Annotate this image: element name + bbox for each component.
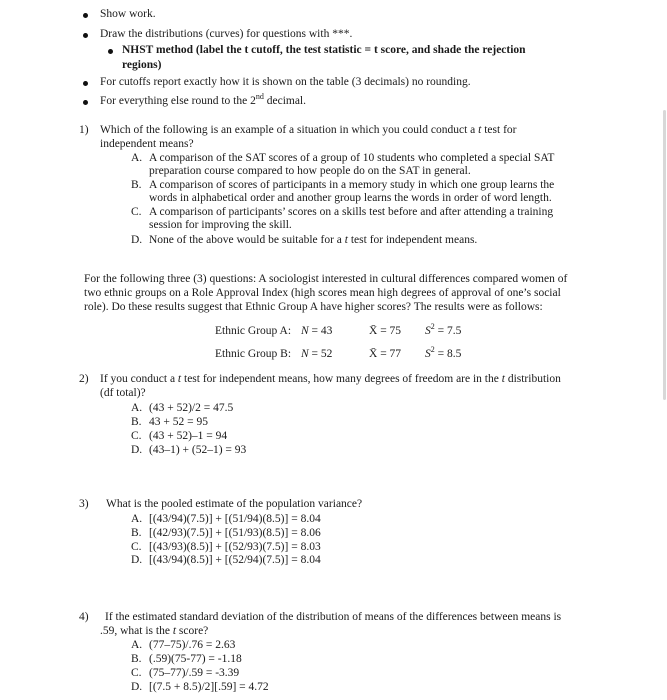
option-text: [(43/93)(8.5)] + [(52/93)(7.5)] = 8.03 [149, 541, 321, 553]
option-text: A comparison of scores of participants in a memory study in which one group learns the [149, 179, 555, 191]
option-text-line2: session for improving the skill. [149, 219, 292, 231]
option-letter: B. [131, 653, 142, 665]
option-letter: B. [131, 416, 142, 428]
question-stem: Which of the following is an example of a situation in which you could conduct a t test for [100, 124, 517, 136]
option-text: (43 + 52)/2 = 47.5 [149, 402, 234, 414]
option-text: [(42/93)(7.5)] + [(51/93)(8.5)] = 8.06 [149, 527, 321, 539]
option-text: A comparison of participants’ scores on a skills test before and after attending a training [149, 206, 554, 218]
option-letter: A. [131, 402, 143, 414]
option-letter: D. [131, 681, 143, 693]
option-letter: C. [131, 430, 142, 442]
bullet-icon [83, 81, 88, 86]
option-text: (43 + 52)–1 = 94 [149, 430, 228, 442]
option-letter: A. [131, 639, 143, 651]
bullet-icon [108, 49, 113, 54]
option-text: (.59)(75-77) = -1.18 [149, 653, 242, 665]
instruction-draw: Draw the distributions (curves) for questions with ***. [100, 28, 353, 40]
option-letter: C. [131, 667, 142, 679]
group-b-n: N = 52 [301, 348, 333, 360]
option-text: [(43/94)(8.5)] + [(52/94)(7.5)] = 8.04 [149, 554, 321, 566]
instruction-nhst-line2: regions) [122, 59, 162, 71]
option-text: [(7.5 + 8.5)/2][.59] = 4.72 [149, 681, 269, 693]
option-text: [(43/94)(7.5)] + [(51/94)(8.5)] = 8.04 [149, 513, 321, 525]
scrollbar[interactable] [661, 0, 667, 700]
instruction-rounding: For everything else round to the 2nd decimal. [100, 92, 307, 107]
group-a-mean: X̄ = 75 [369, 325, 402, 337]
question-number: 4) [79, 611, 89, 623]
option-letter: A. [131, 513, 143, 525]
scenario-text-line3: role). Do these results suggest that Ethnic Group A have higher scores? The results were as follows: [84, 301, 543, 313]
superscript: nd [255, 92, 264, 102]
option-letter: D. [131, 234, 143, 246]
option-letter: B. [131, 527, 142, 539]
option-text-line2: words in alphabetical order and another group learns the words in order of word length. [149, 192, 552, 204]
option-letter: B. [131, 179, 142, 191]
option-text: 43 + 52 = 95 [149, 416, 208, 428]
option-letter: C. [131, 541, 142, 553]
option-text: (77–75)/.76 = 2.63 [149, 639, 236, 651]
option-text: A comparison of the SAT scores of a group of 10 students who completed a special SAT [149, 152, 555, 164]
bullet-icon [83, 13, 88, 18]
option-letter: D. [131, 554, 143, 566]
option-letter: A. [131, 152, 143, 164]
question-number: 3) [79, 498, 89, 510]
question-stem-line2: .59, what is the t score? [100, 625, 209, 637]
question-stem: If the estimated standard deviation of the distribution of means of the differences between means is [105, 611, 562, 623]
question-stem-line2: (df total)? [100, 387, 146, 399]
instruction-cutoffs: For cutoffs report exactly how it is shown on the table (3 decimals) no rounding. [100, 76, 471, 88]
option-letter: D. [131, 444, 143, 456]
question-number: 1) [79, 124, 89, 136]
bullet-icon [83, 33, 88, 38]
group-a-n: N = 43 [301, 325, 333, 337]
question-stem: If you conduct a t test for independent means, how many degrees of freedom are in the t distribution [100, 373, 561, 385]
option-text: (75–77)/.59 = -3.39 [149, 667, 240, 679]
group-b-variance: $S^2 = 8.5$ [425, 345, 462, 360]
group-b-label: Ethnic Group B: [215, 348, 292, 360]
option-letter: C. [131, 206, 142, 218]
option-text: None of the above would be suitable for a t test for independent means. [149, 234, 478, 246]
question-stem: What is the pooled estimate of the population variance? [106, 498, 363, 510]
group-a-variance: $S^2 = 7.5$ [425, 322, 462, 337]
option-text: (43–1) + (52–1) = 93 [149, 444, 247, 456]
group-a-label: Ethnic Group A: [215, 325, 292, 337]
question-number: 2) [79, 373, 89, 385]
scenario-text-line1: For the following three (3) questions: A sociologist interested in cultural differences compared women of [84, 273, 568, 285]
instruction-show-work: Show work. [100, 8, 156, 20]
instruction-nhst-line1: NHST method (label the t cutoff, the test statistic = t score, and shade the rejection [122, 44, 526, 56]
scenario-text-line2: two ethnic groups on a Role Approval Index (high scores mean high degrees of approval of one’s social [84, 287, 561, 299]
question-stem-line2: independent means? [100, 138, 194, 150]
bullet-icon [83, 100, 88, 105]
group-b-mean: X̄ = 77 [369, 348, 402, 360]
option-text-line2: preparation course compared to how people do on the SAT in general. [149, 165, 471, 177]
scrollbar-thumb[interactable] [663, 110, 666, 400]
